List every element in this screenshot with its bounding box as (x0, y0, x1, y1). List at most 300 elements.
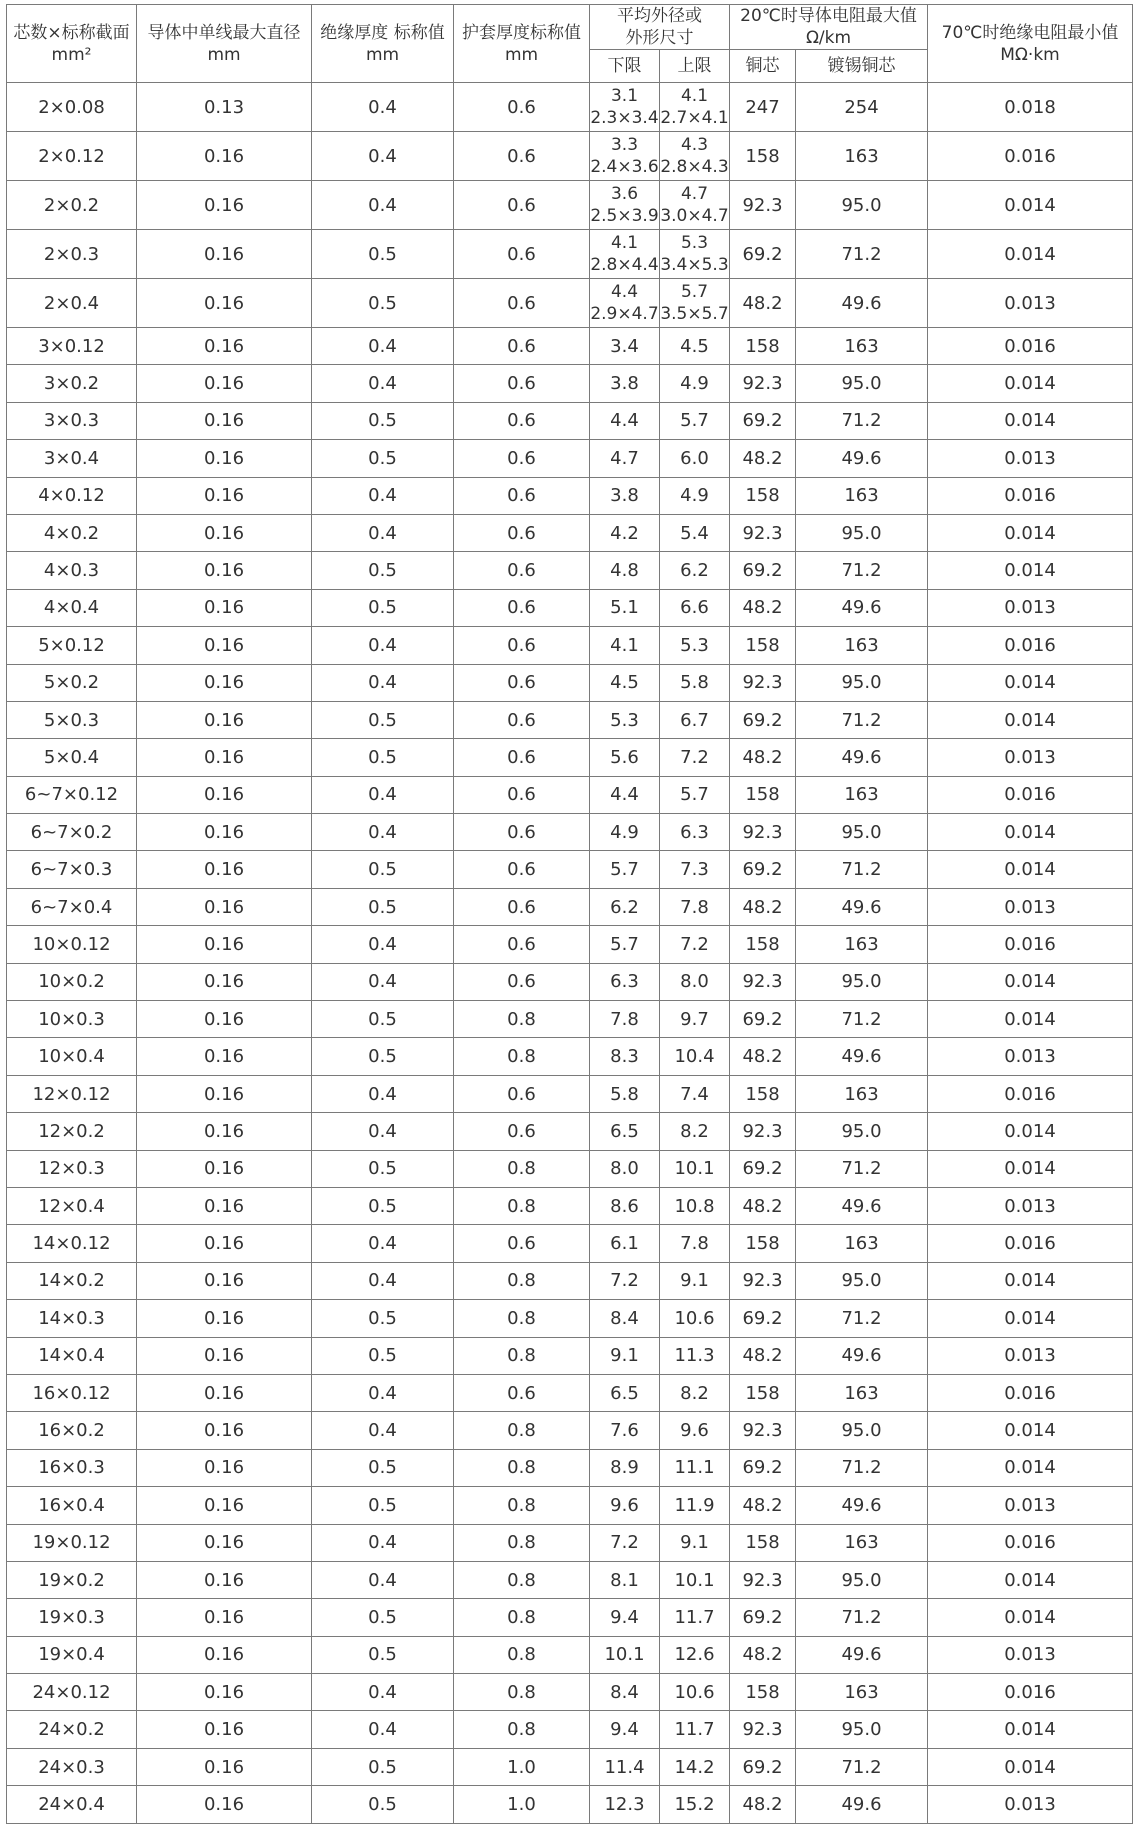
spec-cell: 3×0.12 (7, 328, 137, 365)
upper-limit-cell: 10.1 (660, 1561, 730, 1598)
header-insulation-label: 绝缘厚度 标称值 (320, 22, 445, 43)
spec-cell: 2×0.08 (7, 83, 137, 132)
sheath-cell: 0.6 (454, 926, 590, 963)
lower-limit-cell: 6.5 (590, 1374, 660, 1411)
lower-limit-cell: 11.4 (590, 1748, 660, 1785)
tinned-resistance-cell: 95.0 (796, 1561, 928, 1598)
insulation-resistance-cell: 0.013 (928, 1786, 1133, 1823)
insulation-cell: 0.5 (312, 1449, 454, 1486)
table-row (7, 1001, 1133, 1038)
conductor-dia-cell: 0.16 (137, 1075, 312, 1112)
insulation-resistance-cell: 0.014 (928, 701, 1133, 738)
sheath-cell: 0.6 (454, 589, 590, 626)
spec-cell: 4×0.2 (7, 514, 137, 551)
copper-resistance-cell: 158 (730, 1225, 796, 1262)
table-row (7, 627, 1133, 664)
table-row (7, 963, 1133, 1000)
table-row (7, 1225, 1133, 1262)
spec-cell: 19×0.3 (7, 1599, 137, 1636)
insulation-cell: 0.5 (312, 589, 454, 626)
insulation-cell: 0.5 (312, 402, 454, 439)
copper-resistance-cell: 158 (730, 1075, 796, 1112)
sheath-cell: 0.8 (454, 1262, 590, 1299)
upper-limit-cell (660, 132, 730, 181)
copper-resistance-cell: 48.2 (730, 1487, 796, 1524)
lower-limit-cell (590, 230, 660, 279)
upper-limit-cell: 6.3 (660, 814, 730, 851)
insulation-resistance-cell: 0.014 (928, 1150, 1133, 1187)
copper-resistance-cell: 158 (730, 926, 796, 963)
insulation-resistance-cell: 0.014 (928, 1599, 1133, 1636)
upper-limit-cell-round: 4.1 (680, 86, 709, 106)
copper-resistance-cell: 48.2 (730, 589, 796, 626)
lower-limit-cell-round: 3.6 (610, 184, 639, 204)
conductor-dia-cell: 0.16 (137, 1786, 312, 1823)
tinned-resistance-cell: 95.0 (796, 1412, 928, 1449)
spec-cell: 6~7×0.12 (7, 776, 137, 813)
sheath-cell: 0.6 (454, 664, 590, 701)
lower-limit-cell: 10.1 (590, 1636, 660, 1673)
spec-cell: 24×0.3 (7, 1748, 137, 1785)
insulation-cell: 0.4 (312, 132, 454, 181)
conductor-dia-cell: 0.16 (137, 230, 312, 279)
upper-limit-cell: 10.6 (660, 1674, 730, 1711)
tinned-resistance-cell: 49.6 (796, 1337, 928, 1374)
insulation-resistance-cell: 0.014 (928, 1412, 1133, 1449)
lower-limit-cell: 9.1 (590, 1337, 660, 1374)
conductor-dia-cell: 0.16 (137, 1187, 312, 1224)
upper-limit-cell: 8.2 (660, 1374, 730, 1411)
tinned-resistance-cell: 163 (796, 1374, 928, 1411)
header-insulation-res (928, 5, 1133, 83)
insulation-cell: 0.5 (312, 701, 454, 738)
header-conductor-dia-unit: mm (207, 44, 241, 65)
spec-cell: 2×0.2 (7, 181, 137, 230)
insulation-cell: 0.4 (312, 1674, 454, 1711)
spec-cell: 10×0.3 (7, 1001, 137, 1038)
spec-cell: 19×0.2 (7, 1561, 137, 1598)
upper-limit-cell-round: 4.7 (680, 184, 709, 204)
copper-resistance-cell: 158 (730, 1674, 796, 1711)
copper-resistance-cell: 69.2 (730, 552, 796, 589)
tinned-resistance-cell: 49.6 (796, 1487, 928, 1524)
conductor-dia-cell: 0.16 (137, 1300, 312, 1337)
lower-limit-cell-flat: 2.3×3.4 (590, 108, 659, 128)
spec-cell: 6~7×0.3 (7, 851, 137, 888)
upper-limit-cell: 7.2 (660, 926, 730, 963)
upper-limit-cell-flat: 3.0×4.7 (660, 206, 729, 226)
sheath-cell: 0.8 (454, 1636, 590, 1673)
insulation-cell: 0.4 (312, 83, 454, 132)
upper-limit-cell: 7.8 (660, 1225, 730, 1262)
sheath-cell: 0.8 (454, 1300, 590, 1337)
tinned-resistance-cell: 95.0 (796, 1113, 928, 1150)
upper-limit-cell: 9.1 (660, 1262, 730, 1299)
tinned-resistance-cell: 163 (796, 328, 928, 365)
lower-limit-cell-round: 4.1 (610, 233, 639, 253)
insulation-resistance-cell: 0.014 (928, 1113, 1133, 1150)
insulation-resistance-cell: 0.016 (928, 1225, 1133, 1262)
insulation-resistance-cell: 0.016 (928, 477, 1133, 514)
conductor-dia-cell: 0.16 (137, 1674, 312, 1711)
sheath-cell: 0.8 (454, 1599, 590, 1636)
lower-limit-cell: 4.4 (590, 402, 660, 439)
upper-limit-cell (660, 83, 730, 132)
header-conductor-dia-label: 导体中单线最大直径 (147, 22, 301, 43)
lower-limit-cell: 4.4 (590, 776, 660, 813)
copper-resistance-cell: 92.3 (730, 1561, 796, 1598)
spec-cell: 16×0.4 (7, 1487, 137, 1524)
table-row (7, 1300, 1133, 1337)
upper-limit-cell: 4.5 (660, 328, 730, 365)
copper-resistance-cell: 158 (730, 328, 796, 365)
insulation-resistance-cell: 0.014 (928, 1748, 1133, 1785)
sheath-cell: 0.6 (454, 328, 590, 365)
table-row (7, 83, 1133, 132)
lower-limit-cell: 6.5 (590, 1113, 660, 1150)
header-upper: 上限 (660, 50, 730, 83)
insulation-cell: 0.4 (312, 926, 454, 963)
table-row (7, 1748, 1133, 1785)
upper-limit-cell: 8.2 (660, 1113, 730, 1150)
tinned-resistance-cell: 95.0 (796, 664, 928, 701)
conductor-dia-cell: 0.16 (137, 1599, 312, 1636)
upper-limit-cell: 5.7 (660, 776, 730, 813)
insulation-cell: 0.5 (312, 279, 454, 328)
insulation-cell: 0.4 (312, 1075, 454, 1112)
spec-cell: 5×0.12 (7, 627, 137, 664)
table-row (7, 664, 1133, 701)
table-row (7, 1187, 1133, 1224)
lower-limit-cell: 6.2 (590, 888, 660, 925)
conductor-dia-cell: 0.16 (137, 1001, 312, 1038)
header-spec-label: 芯数×标称截面 (13, 22, 130, 43)
copper-resistance-cell: 247 (730, 83, 796, 132)
table-body (7, 83, 1133, 1824)
tinned-resistance-cell: 71.2 (796, 1599, 928, 1636)
lower-limit-cell: 8.6 (590, 1187, 660, 1224)
upper-limit-cell: 9.7 (660, 1001, 730, 1038)
tinned-resistance-cell: 163 (796, 1524, 928, 1561)
upper-limit-cell-flat: 3.5×5.7 (660, 304, 729, 324)
sheath-cell: 0.6 (454, 365, 590, 402)
table-row (7, 1075, 1133, 1112)
copper-resistance-cell: 69.2 (730, 402, 796, 439)
insulation-resistance-cell: 0.013 (928, 1038, 1133, 1075)
insulation-cell: 0.5 (312, 1636, 454, 1673)
header-sheath (454, 5, 590, 83)
lower-limit-cell-round: 4.4 (610, 282, 639, 302)
tinned-resistance-cell: 49.6 (796, 1786, 928, 1823)
copper-resistance-cell: 48.2 (730, 1038, 796, 1075)
copper-resistance-cell: 48.2 (730, 279, 796, 328)
insulation-cell: 0.4 (312, 1524, 454, 1561)
conductor-dia-cell: 0.16 (137, 365, 312, 402)
insulation-resistance-cell: 0.014 (928, 514, 1133, 551)
lower-limit-cell: 7.2 (590, 1524, 660, 1561)
upper-limit-cell: 7.3 (660, 851, 730, 888)
lower-limit-cell: 5.7 (590, 926, 660, 963)
lower-limit-cell-flat: 2.9×4.7 (590, 304, 659, 324)
copper-resistance-cell: 92.3 (730, 664, 796, 701)
tinned-resistance-cell: 49.6 (796, 1187, 928, 1224)
insulation-cell: 0.5 (312, 739, 454, 776)
insulation-resistance-cell: 0.014 (928, 365, 1133, 402)
insulation-cell: 0.5 (312, 1337, 454, 1374)
sheath-cell: 0.8 (454, 1337, 590, 1374)
header-sheath-label: 护套厚度标称值 (462, 22, 581, 43)
sheath-cell: 0.6 (454, 739, 590, 776)
table-row (7, 181, 1133, 230)
upper-limit-cell: 11.3 (660, 1337, 730, 1374)
lower-limit-cell (590, 83, 660, 132)
lower-limit-cell: 7.2 (590, 1262, 660, 1299)
copper-resistance-cell: 158 (730, 776, 796, 813)
sheath-cell: 0.8 (454, 1412, 590, 1449)
lower-limit-cell: 4.1 (590, 627, 660, 664)
lower-limit-cell: 7.8 (590, 1001, 660, 1038)
table-row (7, 230, 1133, 279)
sheath-cell: 0.8 (454, 1674, 590, 1711)
conductor-dia-cell: 0.16 (137, 279, 312, 328)
table-row (7, 776, 1133, 813)
tinned-resistance-cell: 163 (796, 1075, 928, 1112)
tinned-resistance-cell: 49.6 (796, 739, 928, 776)
copper-resistance-cell: 92.3 (730, 514, 796, 551)
insulation-cell: 0.5 (312, 440, 454, 477)
lower-limit-cell: 4.7 (590, 440, 660, 477)
lower-limit-cell: 8.9 (590, 1449, 660, 1486)
conductor-dia-cell: 0.16 (137, 1038, 312, 1075)
upper-limit-cell: 14.2 (660, 1748, 730, 1785)
tinned-resistance-cell: 163 (796, 776, 928, 813)
lower-limit-cell: 4.9 (590, 814, 660, 851)
copper-resistance-cell: 158 (730, 1374, 796, 1411)
copper-resistance-cell: 69.2 (730, 1001, 796, 1038)
insulation-cell: 0.5 (312, 1786, 454, 1823)
spec-cell: 14×0.3 (7, 1300, 137, 1337)
header-insulation-res-label: 70℃时绝缘电阻最小值 (941, 22, 1119, 43)
insulation-cell: 0.4 (312, 1561, 454, 1598)
upper-limit-cell: 10.4 (660, 1038, 730, 1075)
lower-limit-cell: 5.3 (590, 701, 660, 738)
copper-resistance-cell: 69.2 (730, 1150, 796, 1187)
upper-limit-cell: 11.1 (660, 1449, 730, 1486)
table-row (7, 1150, 1133, 1187)
conductor-dia-cell: 0.16 (137, 477, 312, 514)
insulation-resistance-cell: 0.014 (928, 1449, 1133, 1486)
sheath-cell: 0.6 (454, 132, 590, 181)
insulation-cell: 0.5 (312, 1300, 454, 1337)
upper-limit-cell: 7.8 (660, 888, 730, 925)
conductor-dia-cell: 0.16 (137, 1150, 312, 1187)
conductor-dia-cell: 0.16 (137, 1225, 312, 1262)
insulation-cell: 0.4 (312, 365, 454, 402)
copper-resistance-cell: 48.2 (730, 1786, 796, 1823)
spec-cell: 14×0.2 (7, 1262, 137, 1299)
spec-cell: 16×0.3 (7, 1449, 137, 1486)
header-resistance (730, 5, 928, 50)
conductor-dia-cell: 0.16 (137, 664, 312, 701)
table-row (7, 552, 1133, 589)
header-spec-unit: mm² (51, 44, 92, 65)
upper-limit-cell: 10.8 (660, 1187, 730, 1224)
table-row (7, 1337, 1133, 1374)
copper-resistance-cell: 92.3 (730, 1711, 796, 1748)
table-row (7, 132, 1133, 181)
sheath-cell: 0.6 (454, 1225, 590, 1262)
table-row (7, 279, 1133, 328)
table-row (7, 1674, 1133, 1711)
lower-limit-cell: 4.5 (590, 664, 660, 701)
table-row (7, 365, 1133, 402)
upper-limit-cell: 6.0 (660, 440, 730, 477)
header-conductor-dia (137, 5, 312, 83)
sheath-cell: 0.6 (454, 83, 590, 132)
copper-resistance-cell: 48.2 (730, 1337, 796, 1374)
insulation-cell: 0.4 (312, 514, 454, 551)
spec-cell: 14×0.4 (7, 1337, 137, 1374)
spec-cell: 6~7×0.2 (7, 814, 137, 851)
conductor-dia-cell: 0.16 (137, 514, 312, 551)
insulation-resistance-cell: 0.018 (928, 83, 1133, 132)
table-row (7, 1487, 1133, 1524)
spec-cell: 3×0.3 (7, 402, 137, 439)
upper-limit-cell: 6.6 (660, 589, 730, 626)
insulation-cell: 0.4 (312, 1711, 454, 1748)
insulation-cell: 0.4 (312, 627, 454, 664)
insulation-resistance-cell: 0.014 (928, 814, 1133, 851)
spec-cell: 24×0.2 (7, 1711, 137, 1748)
tinned-resistance-cell: 49.6 (796, 1636, 928, 1673)
tinned-resistance-cell: 49.6 (796, 279, 928, 328)
conductor-dia-cell: 0.16 (137, 132, 312, 181)
copper-resistance-cell: 92.3 (730, 963, 796, 1000)
copper-resistance-cell: 69.2 (730, 701, 796, 738)
upper-limit-cell: 5.7 (660, 402, 730, 439)
insulation-resistance-cell: 0.013 (928, 279, 1133, 328)
table-row (7, 440, 1133, 477)
table-row (7, 814, 1133, 851)
lower-limit-cell (590, 279, 660, 328)
spec-cell: 24×0.4 (7, 1786, 137, 1823)
insulation-cell: 0.4 (312, 963, 454, 1000)
upper-limit-cell: 9.1 (660, 1524, 730, 1561)
header-lower: 下限 (590, 50, 660, 83)
copper-resistance-cell: 158 (730, 1524, 796, 1561)
spec-cell: 6~7×0.4 (7, 888, 137, 925)
table-row (7, 589, 1133, 626)
sheath-cell: 0.6 (454, 402, 590, 439)
insulation-resistance-cell: 0.016 (928, 776, 1133, 813)
upper-limit-cell (660, 279, 730, 328)
tinned-resistance-cell: 95.0 (796, 1262, 928, 1299)
insulation-cell: 0.5 (312, 851, 454, 888)
sheath-cell: 0.8 (454, 1001, 590, 1038)
tinned-resistance-cell: 163 (796, 1225, 928, 1262)
sheath-cell: 0.6 (454, 477, 590, 514)
sheath-cell: 0.8 (454, 1711, 590, 1748)
tinned-resistance-cell: 71.2 (796, 1001, 928, 1038)
conductor-dia-cell: 0.16 (137, 1412, 312, 1449)
header-spec (7, 5, 137, 83)
lower-limit-cell: 7.6 (590, 1412, 660, 1449)
table-row (7, 328, 1133, 365)
insulation-cell: 0.5 (312, 1748, 454, 1785)
table-row (7, 739, 1133, 776)
conductor-dia-cell: 0.16 (137, 814, 312, 851)
tinned-resistance-cell: 49.6 (796, 440, 928, 477)
upper-limit-cell: 11.9 (660, 1487, 730, 1524)
spec-cell: 10×0.2 (7, 963, 137, 1000)
header-outer-dim-label: 平均外径或 (617, 6, 702, 26)
sheath-cell: 0.6 (454, 963, 590, 1000)
conductor-dia-cell: 0.16 (137, 1374, 312, 1411)
sheath-cell: 0.8 (454, 1150, 590, 1187)
table-row (7, 1524, 1133, 1561)
sheath-cell: 0.8 (454, 1524, 590, 1561)
table-row (7, 1599, 1133, 1636)
header-resistance-label: 20℃时导体电阻最大值 (740, 6, 917, 26)
insulation-cell: 0.5 (312, 1187, 454, 1224)
table-row (7, 926, 1133, 963)
lower-limit-cell: 3.8 (590, 365, 660, 402)
table-row (7, 1262, 1133, 1299)
spec-cell: 24×0.12 (7, 1674, 137, 1711)
insulation-resistance-cell: 0.013 (928, 888, 1133, 925)
upper-limit-cell (660, 181, 730, 230)
sheath-cell: 0.6 (454, 701, 590, 738)
insulation-resistance-cell: 0.014 (928, 1262, 1133, 1299)
insulation-cell: 0.4 (312, 1262, 454, 1299)
upper-limit-cell-flat: 3.4×5.3 (660, 255, 729, 275)
spec-cell: 10×0.12 (7, 926, 137, 963)
copper-resistance-cell: 48.2 (730, 440, 796, 477)
insulation-cell: 0.4 (312, 1225, 454, 1262)
insulation-resistance-cell: 0.014 (928, 664, 1133, 701)
header-insulation-res-unit: MΩ·km (1000, 44, 1060, 65)
spec-cell: 12×0.12 (7, 1075, 137, 1112)
insulation-resistance-cell: 0.014 (928, 1561, 1133, 1598)
table-row (7, 1113, 1133, 1150)
upper-limit-cell-flat: 2.7×4.1 (660, 108, 729, 128)
lower-limit-cell: 8.1 (590, 1561, 660, 1598)
copper-resistance-cell: 92.3 (730, 1412, 796, 1449)
copper-resistance-cell: 48.2 (730, 1187, 796, 1224)
copper-resistance-cell: 69.2 (730, 1748, 796, 1785)
insulation-resistance-cell: 0.016 (928, 1524, 1133, 1561)
lower-limit-cell: 3.8 (590, 477, 660, 514)
insulation-cell: 0.5 (312, 1150, 454, 1187)
copper-resistance-cell: 48.2 (730, 1636, 796, 1673)
sheath-cell: 1.0 (454, 1748, 590, 1785)
table-row (7, 1038, 1133, 1075)
sheath-cell: 0.8 (454, 1449, 590, 1486)
sheath-cell: 0.6 (454, 814, 590, 851)
tinned-resistance-cell: 163 (796, 926, 928, 963)
conductor-dia-cell: 0.16 (137, 1449, 312, 1486)
insulation-cell: 0.4 (312, 664, 454, 701)
upper-limit-cell: 11.7 (660, 1711, 730, 1748)
tinned-resistance-cell: 71.2 (796, 851, 928, 888)
insulation-cell: 0.5 (312, 230, 454, 279)
conductor-dia-cell: 0.16 (137, 1524, 312, 1561)
insulation-resistance-cell: 0.013 (928, 1337, 1133, 1374)
insulation-resistance-cell: 0.014 (928, 552, 1133, 589)
upper-limit-cell: 4.9 (660, 477, 730, 514)
conductor-dia-cell: 0.16 (137, 963, 312, 1000)
sheath-cell: 0.6 (454, 1113, 590, 1150)
